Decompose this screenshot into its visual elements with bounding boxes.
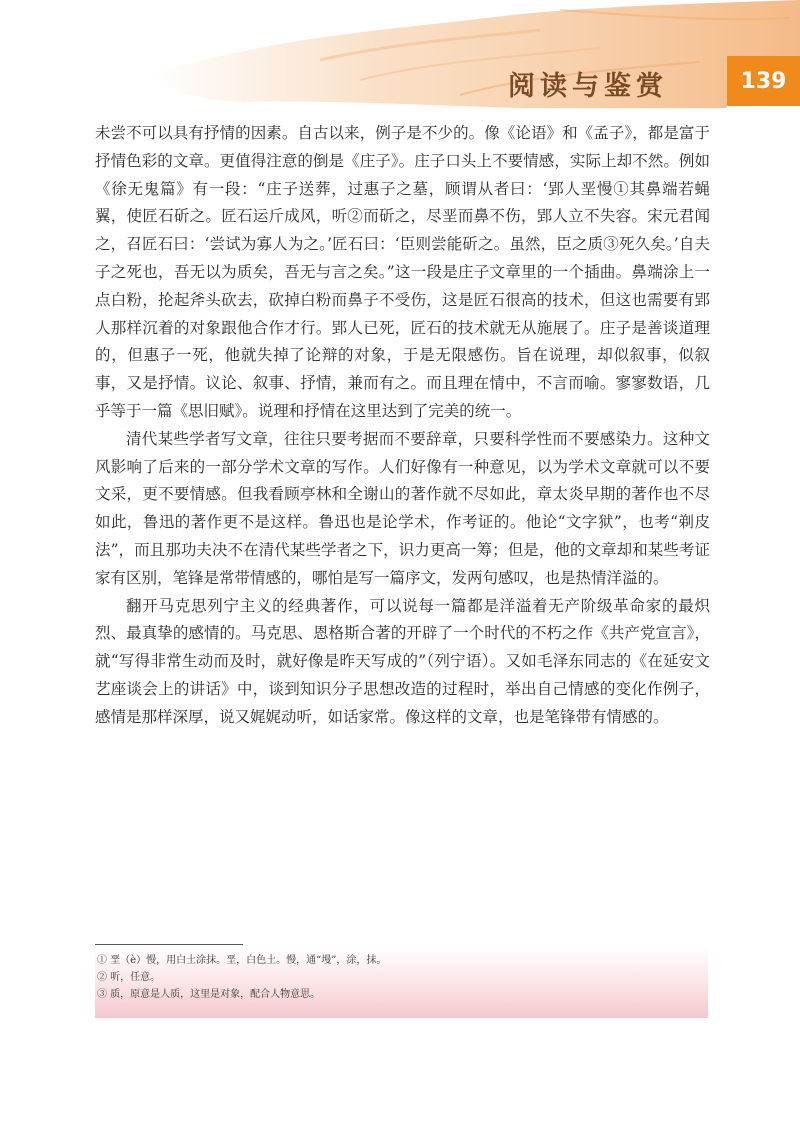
paragraph: 未尝不可以具有抒情的因素。自古以来，例子是不少的。像《论语》和《孟子》，都是富于抒情色彩的文章。更值得注意的倒是《庄子》。庄子口头上不要情感，实际上却不然。例如《徐无鬼篇》有一段：“庄子送葬，过惠子之墓，顾谓从者曰：‘郢人垩慢①其鼻端若蝇翼，使匠石斫之。匠石运斤成风，听②而斫之，尽垩而鼻不伤，郢人立不失容。宋元君闻之，召匠石曰：‘尝试为寡人为之。’匠石曰：‘臣则尝能斫之。虽然，臣之质③死久矣。’自夫子之死也，吾无以为质矣，吾无与言之矣。”这一段是庄子文章里的一个插曲。鼻端涂上一点白粉，抡起斧头砍去，砍掉白粉而鼻子不受伤，这是匠石很高的技术，但这也需要有郢人那样沉着的对象跟他合作才行。郢人已死，匠石的技术就无从施展了。庄子是善谈道理的，但惠子一死，他就失掉了论辩的对象，于是无限感伤。旨在说理，却似叙事，似叙事，又是抒情。议论、叙事、抒情，兼而有之。而且理在情中，不言而喻。寥寥数语，几乎等于一篇《思旧赋》。说理和抒情在这里达到了完美的统一。: [95, 124, 710, 420]
footnote: ② 听，任意。: [97, 972, 161, 983]
page-number-tab: [727, 56, 800, 106]
body-text: [95, 120, 710, 732]
footnotes: [97, 952, 697, 1003]
footnote: ① 垩（è）慢，用白土涂抹。垩，白色土。慢，通“墁”，涂，抹。: [97, 955, 387, 966]
page-number: 139: [740, 68, 787, 94]
footnote: ③ 质，原意是人质，这里是对象，配合人物意思。: [97, 989, 321, 1000]
footnote-divider: [95, 944, 243, 945]
header-brush-decoration: [0, 0, 800, 115]
paragraph: 清代某些学者写文章，往往只要考据而不要辞章，只要科学性而不要感染力。这种文风影响了后来的一部分学术文章的写作。人们好像有一种意见，以为学术文章就可以不要文采，更不要情感。但我看顾亭林和全谢山的著作就不尽如此，章太炎早期的著作也不尽如此，鲁迅的著作更不是这样。鲁迅也是论学术，作考证的。他论“文字狱”，也考“剃皮法”，而且那功夫决不在清代某些学者之下，识力更高一筹；但是，他的文章却和某些考证家有区别，笔锋是常带情感的，哪怕是写一篇序文，发两句感叹，也是热情洋溢的。: [95, 429, 710, 587]
section-title: 阅读与鉴赏: [508, 71, 668, 102]
paragraph: 翻开马克思列宁主义的经典著作，可以说每一篇都是洋溢着无产阶级革命家的最炽烈、最真挚的感情的。马克思、恩格斯合著的开辟了一个时代的不朽之作《共产党宣言》，就“写得非常生动而及时，就好像是昨天写成的”（列宁语）。又如毛泽东同志的《在延安文艺座谈会上的讲话》中，谈到知识分子思想改造的过程时，举出自己情感的变化作例子，感情是那样深厚，说又娓娓动听，如话家常。像这样的文章，也是笔锋带有情感的。: [95, 596, 710, 726]
